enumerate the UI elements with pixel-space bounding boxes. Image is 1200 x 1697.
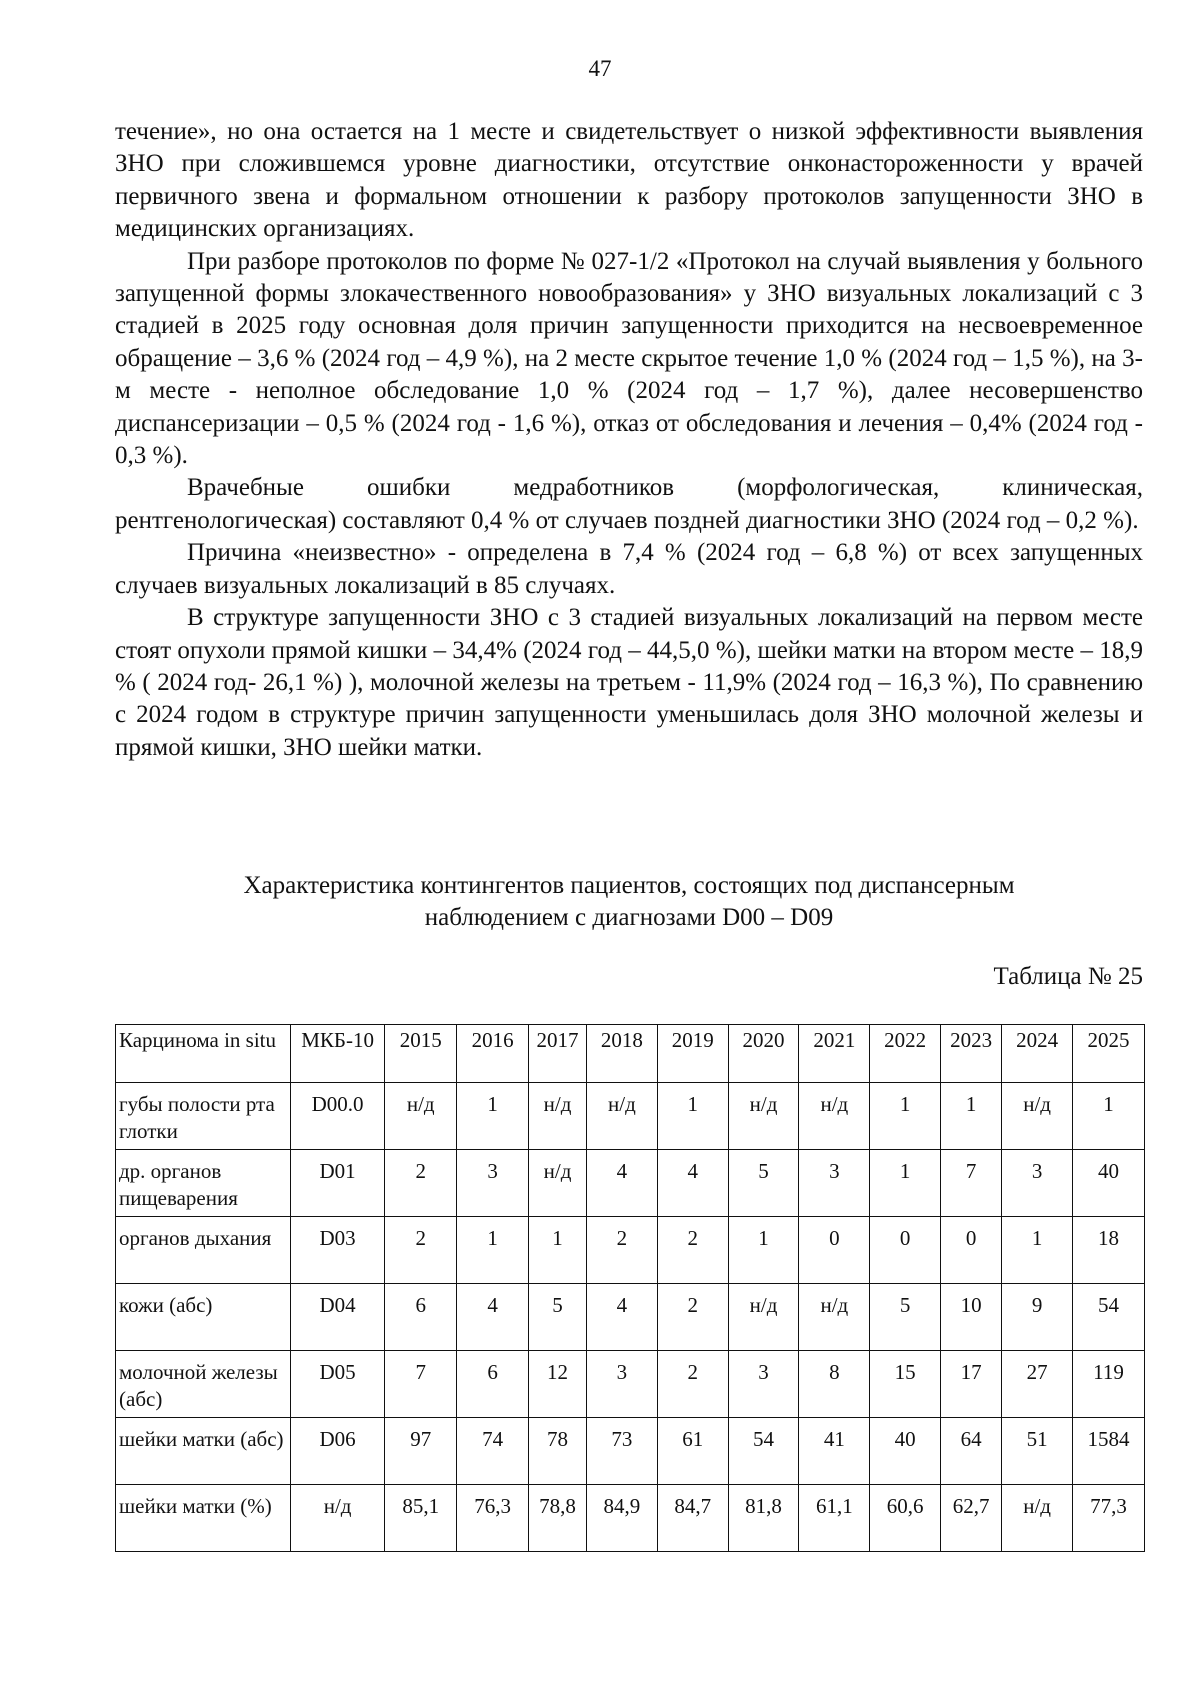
column-header: 2018 (587, 1025, 658, 1083)
table-row (116, 1217, 1145, 1284)
body-text (115, 116, 1143, 764)
table-cell: 2 (385, 1150, 457, 1217)
column-header: 2025 (1073, 1025, 1145, 1083)
table-row (116, 1485, 1145, 1552)
page-number: 47 (588, 56, 612, 81)
table-cell: 5 (728, 1150, 799, 1217)
table-cell: 1 (1073, 1083, 1145, 1150)
table-cell: 3 (1002, 1150, 1073, 1217)
table-cell: 41 (799, 1418, 870, 1485)
table-cell: 85,1 (385, 1485, 457, 1552)
table-cell: 27 (1002, 1351, 1073, 1418)
table-cell: D03 (290, 1217, 384, 1284)
paragraph: При разборе протоколов по форме № 027-1/2 «Протокол на случай выявления у больного запущенной формы злокачественного новообразования» у ЗНО визуальных локализаций с 3 стадией в 2025 году основная доля причин запущенности приходится на несвоевременное обращение – 3,6 % (2024 год – 4,9 %), на 2 месте скрытое течение 1,0 % (2024 год – 1,5 %), на 3-м месте - неполное обследование 1,0 % (2024 год – 1,7 %), далее несовершенство диспансеризации – 0,5 % (2024 год - 1,6 %), отказ от обследования и лечения – 0,4% (2024 год - 0,3 %). (115, 247, 1143, 470)
column-header: Карцинома in situ (116, 1025, 291, 1083)
table-cell: 4 (457, 1284, 529, 1351)
column-header: 2016 (457, 1025, 529, 1083)
table-cell: н/д (290, 1485, 384, 1552)
table-cell: н/д (385, 1083, 457, 1150)
paragraph: Причина «неизвестно» - определена в 7,4 % (2024 год – 6,8 %) от всех запущенных случаев визуальных локализаций в 85 случаях. (115, 539, 1143, 599)
table-cell: н/д (799, 1284, 870, 1351)
table-cell: 78 (529, 1418, 587, 1485)
table-cell: D05 (290, 1351, 384, 1418)
table-cell: 97 (385, 1418, 457, 1485)
table-cell: 3 (728, 1351, 799, 1418)
table-cell: D00.0 (290, 1083, 384, 1150)
row-label: кожи (абс) (116, 1284, 291, 1351)
row-label: др. органов пищеварения (116, 1150, 291, 1217)
table-cell: н/д (728, 1284, 799, 1351)
table-cell: 4 (587, 1150, 658, 1217)
table-cell: 15 (870, 1351, 941, 1418)
data-table (115, 1024, 1145, 1552)
paragraph: течение», но она остается на 1 месте и свидетельствует о низкой эффективности выявления ЗНО при сложившемся уровне диагностики, отсутствие онконастороженности у врачей первичного звена и формальном отношении к разбору протоколов запущенности ЗНО в медицинских организациях. (115, 118, 1143, 243)
table-cell: 1584 (1073, 1418, 1145, 1485)
column-header: 2019 (657, 1025, 728, 1083)
table-cell: 54 (1073, 1284, 1145, 1351)
table-cell: 1 (657, 1083, 728, 1150)
table-caption (115, 870, 1143, 934)
table-cell: D01 (290, 1150, 384, 1217)
paragraph: В структуре запущенности ЗНО с 3 стадией визуальных локализаций на первом месте стоят опухоли прямой кишки – 34,4% (2024 год – 44,5,0 %), шейки матки на втором месте – 18,9 % ( 2024 год- 26,1 %) ), молочной железы на третьем - 11,9% (2024 год – 16,3 %), По сравнению с 2024 годом в структуре причин запущенности уменьшилась доля ЗНО молочной железы и прямой кишки, ЗНО шейки матки. (115, 604, 1143, 761)
table-cell: 7 (941, 1150, 1002, 1217)
header-row (116, 1025, 1145, 1083)
table-cell: D06 (290, 1418, 384, 1485)
table-cell: 6 (457, 1351, 529, 1418)
table-cell: 1 (728, 1217, 799, 1284)
table-cell: н/д (587, 1083, 658, 1150)
table-cell: D04 (290, 1284, 384, 1351)
table-cell: н/д (728, 1083, 799, 1150)
table-cell: 1 (1002, 1217, 1073, 1284)
table-cell: 1 (870, 1083, 941, 1150)
table-cell: 3 (799, 1150, 870, 1217)
table-cell: 81,8 (728, 1485, 799, 1552)
table-header (116, 1025, 1145, 1083)
table-cell: 2 (657, 1351, 728, 1418)
column-header: 2024 (1002, 1025, 1073, 1083)
table-cell: 40 (1073, 1150, 1145, 1217)
table-cell: 2 (385, 1217, 457, 1284)
table-cell: 3 (587, 1351, 658, 1418)
table-row (116, 1083, 1145, 1150)
table-row (116, 1150, 1145, 1217)
table-cell: 1 (529, 1217, 587, 1284)
column-header: 2015 (385, 1025, 457, 1083)
table-cell: 84,9 (587, 1485, 658, 1552)
column-header: МКБ-10 (290, 1025, 384, 1083)
table-cell: 9 (1002, 1284, 1073, 1351)
table-cell: 2 (587, 1217, 658, 1284)
row-label: органов дыхания (116, 1217, 291, 1284)
table-cell: 64 (941, 1418, 1002, 1485)
caption-line: Характеристика контингентов пациентов, состоящих под диспансерным (243, 872, 1015, 899)
table-cell: 1 (457, 1083, 529, 1150)
table-cell: н/д (529, 1150, 587, 1217)
table-cell: 18 (1073, 1217, 1145, 1284)
table-cell: 40 (870, 1418, 941, 1485)
table-cell: 74 (457, 1418, 529, 1485)
table-cell: 2 (657, 1217, 728, 1284)
table-cell: 119 (1073, 1351, 1145, 1418)
table-cell: 76,3 (457, 1485, 529, 1552)
table-cell: 0 (799, 1217, 870, 1284)
table-row (116, 1351, 1145, 1418)
table-label: Таблица № 25 (993, 963, 1143, 990)
table-cell: 0 (870, 1217, 941, 1284)
table-cell: 5 (870, 1284, 941, 1351)
table-cell: 77,3 (1073, 1485, 1145, 1552)
table-cell: 78,8 (529, 1485, 587, 1552)
table-cell: 4 (587, 1284, 658, 1351)
row-label: губы полости рта глотки (116, 1083, 291, 1150)
table-cell: 61 (657, 1418, 728, 1485)
table-cell: 12 (529, 1351, 587, 1418)
table-cell: 51 (1002, 1418, 1073, 1485)
table-cell: 2 (657, 1284, 728, 1351)
row-label: молочной железы (абс) (116, 1351, 291, 1418)
table-cell: 73 (587, 1418, 658, 1485)
table-cell: 3 (457, 1150, 529, 1217)
table-row (116, 1284, 1145, 1351)
column-header: 2022 (870, 1025, 941, 1083)
row-label: шейки матки (абс) (116, 1418, 291, 1485)
table-cell: н/д (799, 1083, 870, 1150)
column-header: 2023 (941, 1025, 1002, 1083)
table-cell: 84,7 (657, 1485, 728, 1552)
table-cell: н/д (1002, 1083, 1073, 1150)
table-cell: 62,7 (941, 1485, 1002, 1552)
table-cell: 0 (941, 1217, 1002, 1284)
table-cell: н/д (529, 1083, 587, 1150)
table-cell: 6 (385, 1284, 457, 1351)
table-cell: 54 (728, 1418, 799, 1485)
table-cell: 7 (385, 1351, 457, 1418)
table-cell: 1 (457, 1217, 529, 1284)
table-cell: 10 (941, 1284, 1002, 1351)
caption-line: наблюдением с диагнозами D00 – D09 (424, 904, 834, 931)
column-header: 2021 (799, 1025, 870, 1083)
table-cell: 60,6 (870, 1485, 941, 1552)
table-cell: 61,1 (799, 1485, 870, 1552)
table-cell: 1 (870, 1150, 941, 1217)
row-label: шейки матки (%) (116, 1485, 291, 1552)
table-cell: 1 (941, 1083, 1002, 1150)
table-row (116, 1418, 1145, 1485)
column-header: 2017 (529, 1025, 587, 1083)
table-cell: 5 (529, 1284, 587, 1351)
table-cell: 4 (657, 1150, 728, 1217)
table-cell: 17 (941, 1351, 1002, 1418)
table-body (116, 1083, 1145, 1552)
paragraph: Врачебные ошибки медработников (морфологическая, клиническая, рентгенологическая) составляют 0,4 % от случаев поздней диагностики ЗНО (2024 год – 0,2 %). (115, 474, 1143, 534)
table-cell: 8 (799, 1351, 870, 1418)
column-header: 2020 (728, 1025, 799, 1083)
table-cell: н/д (1002, 1485, 1073, 1552)
